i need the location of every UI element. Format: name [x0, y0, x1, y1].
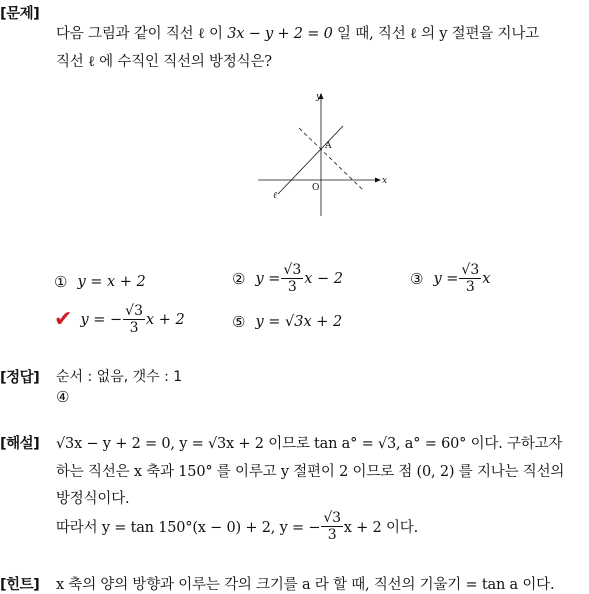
- choice-4-post: x + 2: [145, 311, 185, 328]
- explanation-line-2: 하는 직선은 x 축과 150° 를 이루고 y 절편이 2 이므로 점 (0, 2) 를 지나는 직선의: [56, 464, 565, 480]
- explanation-label: [해설]: [0, 436, 40, 452]
- choice-2-num: √3: [283, 262, 302, 278]
- choice-1[interactable]: [54, 273, 146, 291]
- selected-check-icon: ✔: [54, 307, 73, 332]
- perpendicular-dashed-line: [299, 128, 363, 190]
- choice-3-num: √3: [461, 262, 480, 278]
- explanation-line-4: [56, 510, 418, 543]
- explanation-den: 3: [327, 527, 337, 543]
- graph-figure: [255, 90, 390, 220]
- choice-3-den: 3: [465, 279, 475, 295]
- explanation-line-1: √3x − y + 2 = 0, y = √3x + 2 이므로 tan a° = √3, a° = 60° 이다. 구하고자: [56, 436, 563, 452]
- choice-5-mark: ⑤: [232, 313, 246, 331]
- problem-line-2: 직선 ℓ 에 수직인 직선의 방정식은?: [56, 54, 272, 70]
- choice-2-fraction: [281, 262, 303, 295]
- choice-4-fraction: [123, 303, 145, 336]
- problem-label: [문제]: [0, 6, 40, 22]
- origin-label: O: [312, 183, 320, 193]
- answer-order-count: 순서 : 없음, 갯수 : 1: [56, 369, 183, 385]
- choice-4-pre: y = −: [80, 311, 123, 328]
- choice-1-mark: ①: [54, 273, 68, 291]
- choice-5-text: y = √3x + 2: [255, 314, 343, 330]
- problem-line-1-b: 일 때, 직선 ℓ 의 y 절편을 지나고: [332, 26, 539, 42]
- problem-line-1: [56, 22, 539, 43]
- line-l-label: ℓ: [273, 191, 277, 201]
- line-l: [278, 126, 343, 194]
- y-axis-label: y: [316, 92, 322, 102]
- choice-2-pre: y =: [255, 270, 281, 287]
- problem-equation: 3x − y + 2 = 0: [227, 26, 333, 42]
- point-a-label: A: [325, 141, 332, 151]
- choice-2-den: 3: [287, 279, 297, 295]
- x-axis-label: x: [382, 176, 388, 186]
- choice-2-mark: ②: [232, 269, 246, 288]
- choice-4-num: √3: [125, 303, 143, 319]
- choice-3-post: x: [482, 270, 491, 287]
- explanation-line-4-pre: 따라서 y = tan 150°(x − 0) + 2, y = −: [56, 520, 321, 536]
- choice-3-fraction: [459, 262, 481, 295]
- choice-4[interactable]: [54, 303, 185, 336]
- explanation-line-3: 방정식이다.: [56, 491, 130, 507]
- choice-3-mark: ③: [410, 269, 424, 288]
- explanation-line-4-post: x + 2 이다.: [343, 520, 418, 536]
- choice-1-text: y = x + 2: [77, 274, 146, 290]
- choice-4-den: 3: [129, 320, 139, 336]
- hint-label: [힌트]: [0, 577, 40, 593]
- hint-line-1: x 축의 양의 방향과 이루는 각의 크기를 a 라 할 때, 직선의 기울기 = tan a 이다.: [56, 577, 555, 593]
- explanation-num: √3: [323, 510, 341, 526]
- problem-line-1-a: 다음 그림과 같이 직선 ℓ 이: [56, 26, 228, 42]
- choice-3-pre: y =: [433, 270, 459, 287]
- x-axis-arrow: [375, 178, 381, 183]
- choice-2[interactable]: [232, 262, 343, 295]
- choice-5[interactable]: [232, 313, 342, 331]
- answer-choice: ④: [56, 388, 70, 406]
- choice-2-post: x − 2: [304, 270, 344, 287]
- explanation-fraction: [321, 510, 342, 543]
- choice-3[interactable]: [410, 262, 490, 295]
- answer-label: [정답]: [0, 370, 40, 386]
